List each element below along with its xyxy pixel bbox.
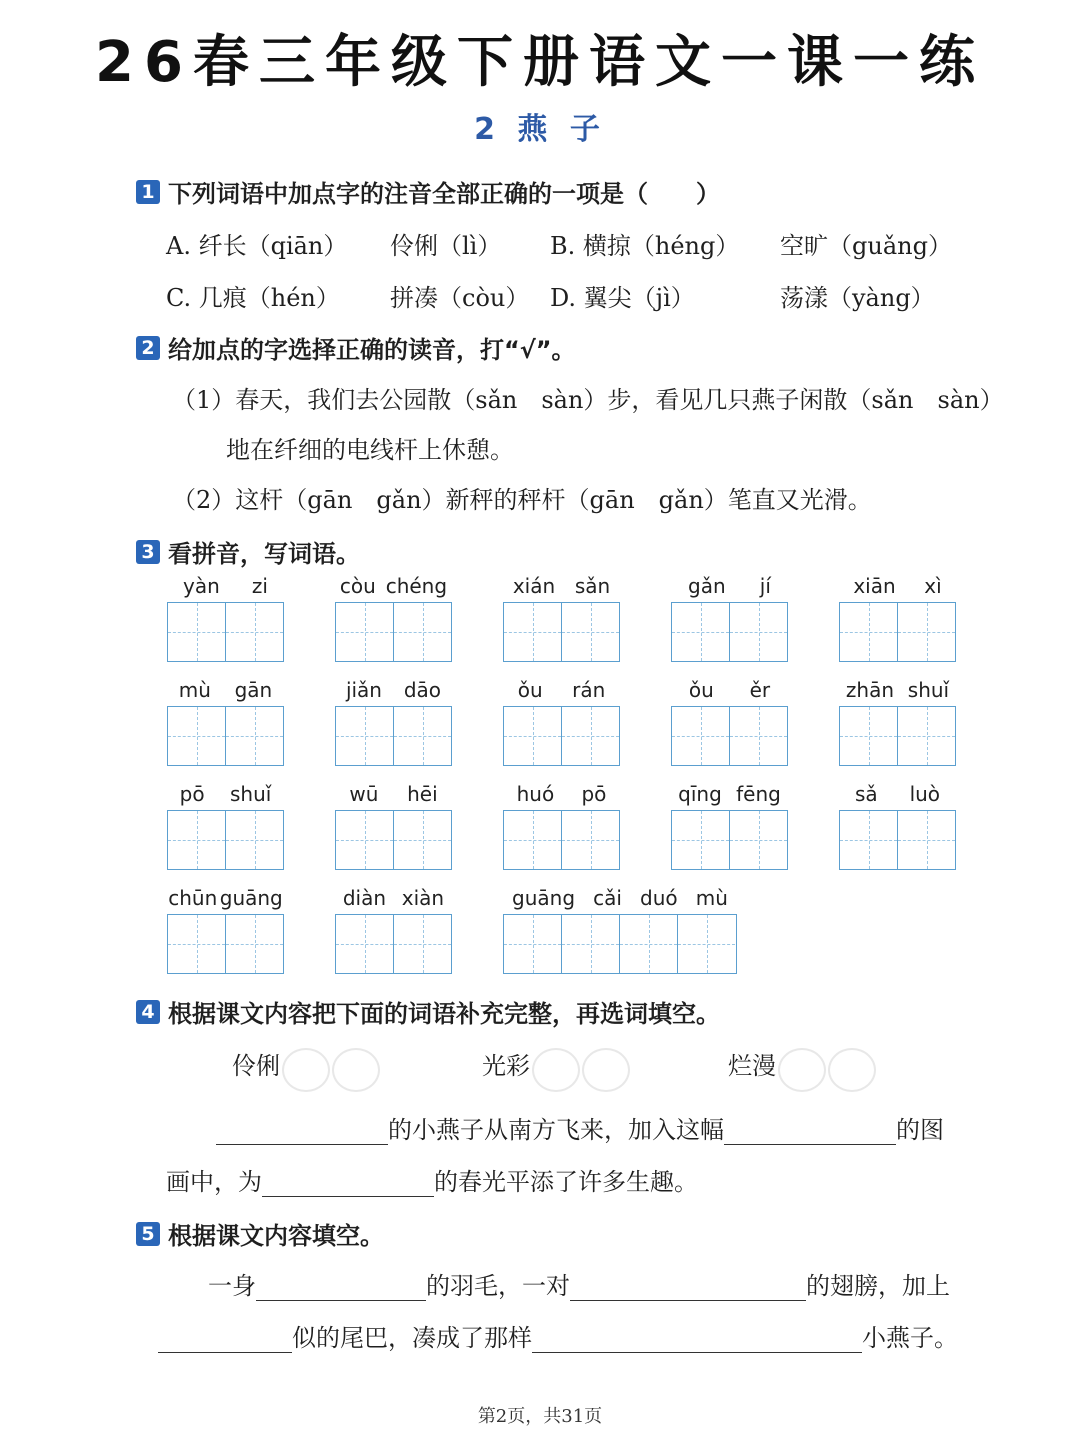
pinyin-label (167, 574, 284, 598)
pinyin-label (167, 886, 284, 910)
pinyin-word-box (167, 574, 284, 662)
tianzige-cell[interactable] (226, 603, 283, 661)
pinyin-syllable: duó (640, 886, 678, 910)
pinyin-syllable: ěr (749, 678, 771, 702)
pinyin-syllable: luò (909, 782, 941, 806)
pinyin-syllable: fēng (736, 782, 781, 806)
pinyin-word-box (167, 678, 284, 766)
tianzige-cell[interactable] (394, 811, 451, 869)
tianzige-cell[interactable] (168, 811, 226, 869)
tianzige-cell[interactable] (336, 707, 394, 765)
tianzige-cell[interactable] (562, 603, 619, 661)
tianzige-cell[interactable] (168, 915, 226, 973)
pinyin-label (335, 782, 452, 806)
pinyin-word-box (671, 782, 788, 870)
writing-grid (335, 602, 452, 662)
q1-option-a1: A. 纤长（qiān） (166, 232, 348, 260)
tianzige-cell[interactable] (898, 603, 955, 661)
question-number-badge: 1 (136, 180, 160, 204)
question-3-prompt: 看拼音，写词语。 (168, 540, 360, 568)
q1-option-c1: C. 几痕（hén） (166, 284, 340, 312)
blank-cloud-icon[interactable] (778, 1048, 826, 1092)
pinyin-syllable: dāo (403, 678, 442, 702)
pinyin-syllable: ǒu (517, 678, 543, 702)
question-2-prompt: 给加点的字选择正确的读音，打“√”。 (168, 336, 576, 364)
tianzige-cell[interactable] (840, 603, 898, 661)
question-1-heading (136, 174, 720, 209)
q1-option-b2: 空旷（guǎng） (780, 232, 952, 260)
writing-grid (671, 810, 788, 870)
pinyin-syllable: gān (234, 678, 273, 702)
page-title: 26春三年级下册语文一课一练 (95, 30, 985, 95)
pinyin-syllable: chūn (168, 886, 218, 910)
pinyin-syllable: mù (178, 678, 211, 702)
pinyin-word-box (335, 574, 452, 662)
q2-line-1: （1）春天，我们去公园散（sǎn sàn）步，看见几只燕子闲散（sǎn sàn） (172, 386, 1004, 414)
tianzige-cell[interactable] (730, 603, 787, 661)
writing-grid (167, 914, 284, 974)
blank-cloud-icon[interactable] (282, 1048, 330, 1092)
question-4-prompt: 根据课文内容把下面的词语补充完整，再选词填空。 (168, 1000, 720, 1028)
question-4-heading (136, 994, 720, 1029)
tianzige-cell[interactable] (730, 707, 787, 765)
q4-sentence-1 (216, 1110, 944, 1145)
question-number-badge: 4 (136, 1000, 160, 1024)
tianzige-cell[interactable] (620, 915, 678, 973)
q5-text: 小燕子。 (862, 1324, 958, 1352)
pinyin-label (167, 678, 284, 702)
writing-grid (167, 810, 284, 870)
tianzige-cell[interactable] (672, 707, 730, 765)
fill-blank[interactable] (262, 1172, 434, 1197)
pinyin-word-box (335, 886, 452, 974)
question-2-heading (136, 330, 576, 365)
fill-blank[interactable] (532, 1328, 862, 1353)
writing-grid (671, 602, 788, 662)
writing-grid (839, 602, 956, 662)
question-3-heading (136, 534, 360, 569)
q4-text: 的小燕子从南方飞来，加入这幅 (388, 1116, 724, 1144)
tianzige-cell[interactable] (394, 603, 451, 661)
pinyin-syllable: zhān (845, 678, 894, 702)
blank-cloud-icon[interactable] (582, 1048, 630, 1092)
writing-grid (839, 706, 956, 766)
tianzige-cell[interactable] (730, 811, 787, 869)
pinyin-syllable: diàn (342, 886, 387, 910)
writing-grid (335, 706, 452, 766)
pinyin-label (503, 886, 737, 910)
pinyin-syllable: ǒu (688, 678, 714, 702)
pinyin-label (335, 678, 452, 702)
pinyin-word-box (503, 782, 620, 870)
pinyin-syllable: guāng (512, 886, 576, 910)
tianzige-cell[interactable] (504, 811, 562, 869)
pinyin-label (671, 678, 788, 702)
pinyin-syllable: pō (581, 782, 607, 806)
tianzige-cell[interactable] (672, 811, 730, 869)
writing-grid (671, 706, 788, 766)
question-5-heading (136, 1216, 384, 1251)
tianzige-cell[interactable] (336, 811, 394, 869)
lesson-title: 2 燕 子 (474, 112, 606, 147)
pinyin-label (839, 678, 956, 702)
pinyin-label (839, 782, 956, 806)
tianzige-cell[interactable] (562, 707, 619, 765)
q1-option-d1: D. 翼尖（jì） (550, 284, 695, 312)
pinyin-syllable: yàn (183, 574, 220, 598)
word-stem: 烂漫 (728, 1052, 776, 1080)
pinyin-syllable: gǎn (688, 574, 726, 598)
writing-grid (167, 706, 284, 766)
pinyin-syllable: guāng (219, 886, 283, 910)
blank-cloud-icon[interactable] (332, 1048, 380, 1092)
blank-cloud-icon[interactable] (828, 1048, 876, 1092)
fill-blank[interactable] (256, 1276, 426, 1301)
writing-grid (167, 602, 284, 662)
q4-text: 的春光平添了许多生趣。 (434, 1168, 698, 1196)
pinyin-label (167, 782, 284, 806)
pinyin-syllable: cǎi (593, 886, 622, 910)
pinyin-word-box (839, 678, 956, 766)
tianzige-cell[interactable] (226, 915, 283, 973)
tianzige-cell[interactable] (336, 603, 394, 661)
q4-text: 画中，为 (166, 1168, 262, 1196)
blank-cloud-icon[interactable] (532, 1048, 580, 1092)
pinyin-label (503, 782, 620, 806)
pinyin-word-box (503, 678, 620, 766)
tianzige-cell[interactable] (840, 811, 898, 869)
word-completion-1 (232, 1046, 380, 1092)
writing-grid (503, 706, 620, 766)
pinyin-syllable: zi (251, 574, 268, 598)
tianzige-cell[interactable] (394, 915, 451, 973)
tianzige-cell[interactable] (562, 915, 620, 973)
pinyin-word-box (335, 678, 452, 766)
q4-text: 的图 (896, 1116, 944, 1144)
fill-blank[interactable] (570, 1276, 806, 1301)
q5-sentence-2 (158, 1318, 958, 1353)
tianzige-cell[interactable] (898, 811, 955, 869)
question-number-badge: 3 (136, 540, 160, 564)
pinyin-syllable: sǎn (574, 574, 611, 598)
tianzige-cell[interactable] (168, 707, 226, 765)
pinyin-label (671, 574, 788, 598)
question-number-badge: 5 (136, 1222, 160, 1246)
pinyin-syllable: pō (179, 782, 205, 806)
word-stem: 光彩 (482, 1052, 530, 1080)
question-1-prompt: 下列词语中加点字的注音全部正确的一项是（ ） (168, 180, 720, 208)
pinyin-label (335, 886, 452, 910)
fill-blank[interactable] (158, 1328, 292, 1353)
pinyin-syllable: wū (349, 782, 379, 806)
tianzige-cell[interactable] (394, 707, 451, 765)
pinyin-syllable: mù (695, 886, 728, 910)
pinyin-syllable: xì (924, 574, 942, 598)
pinyin-word-box (839, 782, 956, 870)
q1-option-b1: B. 横掠（héng） (550, 232, 740, 260)
pinyin-syllable: xián (512, 574, 556, 598)
pinyin-syllable: chéng (385, 574, 448, 598)
q5-text: 的翅膀，加上 (806, 1272, 950, 1300)
q1-option-c2: 拼凑（còu） (390, 284, 530, 312)
q2-line-3: （2）这杆（gān gǎn）新秤的秤杆（gān gǎn）笔直又光滑。 (172, 486, 872, 514)
pinyin-syllable: huó (516, 782, 555, 806)
pinyin-syllable: xiàn (401, 886, 445, 910)
pinyin-label (671, 782, 788, 806)
tianzige-cell[interactable] (562, 811, 619, 869)
pinyin-syllable: còu (339, 574, 376, 598)
pinyin-word-box (839, 574, 956, 662)
writing-grid (503, 602, 620, 662)
question-5-prompt: 根据课文内容填空。 (168, 1222, 384, 1250)
pinyin-label (503, 574, 620, 598)
word-completion-3 (728, 1046, 876, 1092)
question-number-badge: 2 (136, 336, 160, 360)
tianzige-cell[interactable] (168, 603, 226, 661)
writing-grid (503, 810, 620, 870)
pinyin-word-box (671, 574, 788, 662)
q5-sentence-1 (208, 1266, 950, 1301)
tianzige-cell[interactable] (840, 707, 898, 765)
q5-text: 一身 (208, 1272, 256, 1300)
tianzige-cell[interactable] (226, 707, 283, 765)
tianzige-cell[interactable] (672, 603, 730, 661)
q1-option-d2: 荡漾（yàng） (780, 284, 935, 312)
tianzige-cell[interactable] (504, 707, 562, 765)
word-completion-2 (482, 1046, 630, 1092)
pinyin-syllable: sǎ (854, 782, 878, 806)
writing-grid (335, 914, 452, 974)
q5-text: 似的尾巴，凑成了那样 (292, 1324, 532, 1352)
tianzige-cell[interactable] (504, 603, 562, 661)
pinyin-syllable: shuǐ (907, 678, 950, 702)
word-stem: 伶俐 (232, 1052, 280, 1080)
fill-blank[interactable] (724, 1120, 896, 1145)
pinyin-syllable: xiān (853, 574, 896, 598)
tianzige-cell[interactable] (336, 915, 394, 973)
pinyin-label (335, 574, 452, 598)
writing-grid (839, 810, 956, 870)
writing-grid (503, 914, 737, 974)
tianzige-cell[interactable] (678, 915, 735, 973)
writing-grid (335, 810, 452, 870)
q2-line-2: 地在纤细的电线杆上休憩。 (226, 436, 514, 464)
pinyin-syllable: rán (572, 678, 606, 702)
pinyin-syllable: jí (759, 574, 771, 598)
pinyin-syllable: qīng (678, 782, 722, 806)
q4-sentence-2 (166, 1162, 698, 1197)
q1-option-a2: 伶俐（lì） (390, 232, 502, 260)
pinyin-word-box (167, 886, 284, 974)
pinyin-syllable: hēi (407, 782, 438, 806)
pinyin-syllable: jiǎn (345, 678, 382, 702)
pinyin-word-box (335, 782, 452, 870)
pinyin-word-box (167, 782, 284, 870)
page-footer: 第2页，共31页 (477, 1406, 603, 1427)
q5-text: 的羽毛，一对 (426, 1272, 570, 1300)
tianzige-cell[interactable] (504, 915, 562, 973)
pinyin-label (839, 574, 956, 598)
pinyin-word-box (671, 678, 788, 766)
tianzige-cell[interactable] (226, 811, 283, 869)
pinyin-word-box (503, 886, 737, 974)
pinyin-word-box (503, 574, 620, 662)
fill-blank[interactable] (216, 1120, 388, 1145)
tianzige-cell[interactable] (898, 707, 955, 765)
pinyin-syllable: shuǐ (229, 782, 272, 806)
pinyin-label (503, 678, 620, 702)
